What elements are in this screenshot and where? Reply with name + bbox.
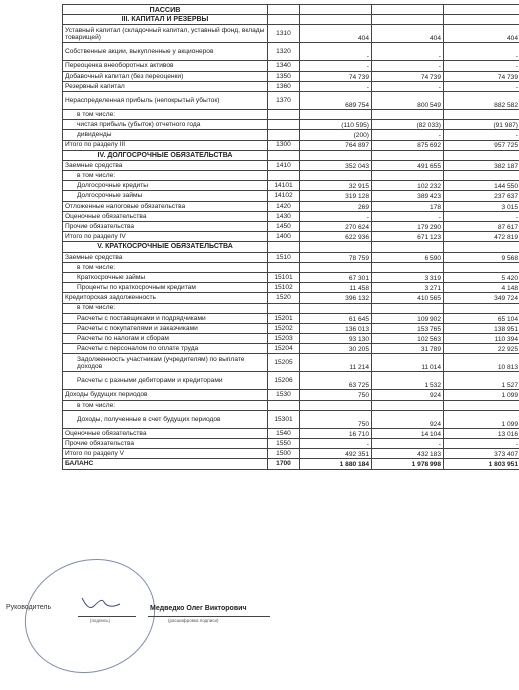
- table-row: [63, 120, 519, 130]
- value-col-2: 178: [372, 201, 444, 211]
- value-col-2: 1 532: [372, 372, 444, 390]
- row-code: 15205: [268, 354, 300, 372]
- row-label: Краткосрочные займы: [63, 272, 268, 282]
- value-col-1: 396 132: [300, 293, 372, 303]
- value-col-2: 1 978 998: [372, 459, 444, 469]
- value-col-3: 237 637: [444, 191, 519, 201]
- value-col-3: 349 724: [444, 293, 519, 303]
- value-col-1: 492 351: [300, 449, 372, 459]
- value-col-2: 6 590: [372, 252, 444, 262]
- value-col-3: 10 813: [444, 354, 519, 372]
- value-col-1: 32 915: [300, 181, 372, 191]
- table-row: [63, 459, 519, 469]
- row-label: Доходы, полученные в счет будущих периодов: [63, 410, 268, 428]
- value-col-3: -: [444, 211, 519, 221]
- value-col-2: 3 319: [372, 272, 444, 282]
- value-col-2: -: [372, 130, 444, 140]
- row-label: Прочие обязательства: [63, 439, 268, 449]
- value-col-3: 1 803 951: [444, 459, 519, 469]
- value-col-3: 1 099: [444, 410, 519, 428]
- value-col-2: [372, 171, 444, 181]
- row-label: Проценты по краткосрочным кредитам: [63, 283, 268, 293]
- name-hint: (расшифровка подписи): [168, 618, 218, 623]
- value-col-2: 109 902: [372, 313, 444, 323]
- value-col-1: -: [300, 61, 372, 71]
- table-row: [63, 410, 519, 428]
- row-code: [268, 262, 300, 272]
- value-col-1: 61 645: [300, 313, 372, 323]
- value-col-3: 472 819: [444, 232, 519, 242]
- row-code: 1370: [268, 91, 300, 109]
- value-col-3: [444, 150, 519, 160]
- value-col-1: 269: [300, 201, 372, 211]
- table-row: [63, 201, 519, 211]
- row-code: 1340: [268, 61, 300, 71]
- value-col-2: 875 692: [372, 140, 444, 150]
- row-code: 1300: [268, 140, 300, 150]
- value-col-2: [372, 109, 444, 119]
- value-col-1: 78 759: [300, 252, 372, 262]
- table-row: [63, 390, 519, 400]
- row-code: 15206: [268, 372, 300, 390]
- row-label: Заемные средства: [63, 160, 268, 170]
- value-col-2: 800 549: [372, 91, 444, 109]
- row-code: 15301: [268, 410, 300, 428]
- row-label: Добавочный капитал (без переоценки): [63, 71, 268, 81]
- value-col-2: -: [372, 81, 444, 91]
- value-col-2: [372, 15, 444, 25]
- value-col-1: 11 458: [300, 283, 372, 293]
- row-label: Оценочные обязательства: [63, 211, 268, 221]
- value-col-1: -: [300, 211, 372, 221]
- table-row: [63, 303, 519, 313]
- table-row: [63, 211, 519, 221]
- table-row: [63, 428, 519, 438]
- value-col-1: 93 130: [300, 334, 372, 344]
- row-label: Итого по разделу IV: [63, 232, 268, 242]
- row-label: IV. ДОЛГОСРОЧНЫЕ ОБЯЗАТЕЛЬСТВА: [63, 150, 268, 160]
- table-row: [63, 262, 519, 272]
- value-col-3: 110 394: [444, 334, 519, 344]
- row-code: [268, 171, 300, 181]
- row-code: 14102: [268, 191, 300, 201]
- signature-line: [78, 616, 136, 617]
- table-row: [63, 232, 519, 242]
- table-row: [63, 334, 519, 344]
- row-code: 1320: [268, 43, 300, 61]
- value-col-1: 764 897: [300, 140, 372, 150]
- table-row: [63, 222, 519, 232]
- row-label: III. КАПИТАЛ И РЕЗЕРВЫ: [63, 15, 268, 25]
- value-col-2: 11 014: [372, 354, 444, 372]
- row-code: [268, 400, 300, 410]
- row-code: 15201: [268, 313, 300, 323]
- row-label: Оценочные обязательства: [63, 428, 268, 438]
- value-col-2: 404: [372, 25, 444, 43]
- value-col-2: 924: [372, 390, 444, 400]
- signature-hint: (подпись): [90, 618, 110, 623]
- value-col-2: -: [372, 211, 444, 221]
- value-col-2: 491 655: [372, 160, 444, 170]
- value-col-3: -: [444, 130, 519, 140]
- value-col-2: 102 563: [372, 334, 444, 344]
- signer-role: Руководитель: [6, 604, 51, 611]
- value-col-3: (91 987): [444, 120, 519, 130]
- row-label: в том числе:: [63, 400, 268, 410]
- row-code: [268, 109, 300, 119]
- value-col-1: -: [300, 439, 372, 449]
- value-col-1: (200): [300, 130, 372, 140]
- value-col-3: -: [444, 43, 519, 61]
- value-col-3: 74 739: [444, 71, 519, 81]
- row-code: 1530: [268, 390, 300, 400]
- row-label: в том числе:: [63, 171, 268, 181]
- value-col-1: [300, 150, 372, 160]
- row-label: Долгосрочные кредиты: [63, 181, 268, 191]
- row-label: Резервный капитал: [63, 81, 268, 91]
- row-label: Итого по разделу III: [63, 140, 268, 150]
- table-row: [63, 323, 519, 333]
- value-col-2: 389 423: [372, 191, 444, 201]
- value-col-1: 11 214: [300, 354, 372, 372]
- row-label: Расчеты с поставщиками и подрядчиками: [63, 313, 268, 323]
- value-col-1: 689 754: [300, 91, 372, 109]
- value-col-2: (82 033): [372, 120, 444, 130]
- value-col-3: -: [444, 61, 519, 71]
- value-col-2: -: [372, 439, 444, 449]
- row-label: дивиденды: [63, 130, 268, 140]
- value-col-3: [444, 15, 519, 25]
- value-col-1: 352 043: [300, 160, 372, 170]
- value-col-2: [372, 400, 444, 410]
- value-col-3: 9 568: [444, 252, 519, 262]
- value-col-1: 30 205: [300, 344, 372, 354]
- table-row: [63, 344, 519, 354]
- row-code: [268, 242, 300, 252]
- row-code: 15204: [268, 344, 300, 354]
- table-row: [63, 91, 519, 109]
- row-label: в том числе:: [63, 303, 268, 313]
- table-row: [63, 109, 519, 119]
- table-row: [63, 449, 519, 459]
- row-code: 1410: [268, 160, 300, 170]
- value-col-1: [300, 262, 372, 272]
- row-code: [268, 120, 300, 130]
- table-row: [63, 191, 519, 201]
- empty-cell: [444, 5, 519, 15]
- value-col-3: 87 617: [444, 222, 519, 232]
- row-code: 1430: [268, 211, 300, 221]
- row-label: Кредиторская задолженность: [63, 293, 268, 303]
- value-col-2: 432 183: [372, 449, 444, 459]
- value-col-1: 74 739: [300, 71, 372, 81]
- table-row: [63, 61, 519, 71]
- value-col-3: [444, 262, 519, 272]
- row-label: Прочие обязательства: [63, 222, 268, 232]
- table-row: [63, 171, 519, 181]
- row-label: в том числе:: [63, 262, 268, 272]
- signature-block: [0, 560, 519, 658]
- row-label: Отложенные налоговые обязательства: [63, 201, 268, 211]
- row-label: чистая прибыль (убыток) отчетного года: [63, 120, 268, 130]
- value-col-1: [300, 303, 372, 313]
- table-row: [63, 181, 519, 191]
- value-col-1: 622 936: [300, 232, 372, 242]
- row-label: Доходы будущих периодов: [63, 390, 268, 400]
- value-col-2: -: [372, 61, 444, 71]
- value-col-3: -: [444, 439, 519, 449]
- empty-cell: [300, 5, 372, 15]
- row-label: Нераспределенная прибыль (непокрытый убыток): [63, 91, 268, 109]
- row-code: [268, 15, 300, 25]
- value-col-2: [372, 303, 444, 313]
- table-row: [63, 160, 519, 170]
- value-col-3: 957 725: [444, 140, 519, 150]
- row-code: 1540: [268, 428, 300, 438]
- table-row: [63, 71, 519, 81]
- section-title: ПАССИВ: [63, 5, 268, 15]
- row-code: 1520: [268, 293, 300, 303]
- value-col-3: -: [444, 81, 519, 91]
- row-code: [268, 130, 300, 140]
- value-col-1: 67 301: [300, 272, 372, 282]
- row-label: Расчеты с разными дебиторами и кредиторами: [63, 372, 268, 390]
- section-title-row: [63, 5, 519, 15]
- row-code: 1550: [268, 439, 300, 449]
- value-col-1: [300, 400, 372, 410]
- row-code: 1700: [268, 459, 300, 469]
- row-code: 15102: [268, 283, 300, 293]
- value-col-2: 153 765: [372, 323, 444, 333]
- table-row: [63, 272, 519, 282]
- value-col-2: [372, 242, 444, 252]
- value-col-3: 65 104: [444, 313, 519, 323]
- table-row: [63, 372, 519, 390]
- value-col-3: [444, 171, 519, 181]
- value-col-2: 14 104: [372, 428, 444, 438]
- value-col-1: (110 595): [300, 120, 372, 130]
- value-col-3: 4 148: [444, 283, 519, 293]
- row-label: Собственные акции, выкупленные у акционеров: [63, 43, 268, 61]
- table-row: [63, 439, 519, 449]
- table-row: [63, 15, 519, 25]
- table-row: [63, 25, 519, 43]
- balance-sheet-body: [63, 5, 519, 470]
- value-col-2: 3 271: [372, 283, 444, 293]
- value-col-1: 136 013: [300, 323, 372, 333]
- value-col-2: [372, 262, 444, 272]
- table-row: [63, 130, 519, 140]
- row-code: [268, 150, 300, 160]
- value-col-1: -: [300, 43, 372, 61]
- value-col-3: 3 015: [444, 201, 519, 211]
- table-row: [63, 43, 519, 61]
- value-col-1: 270 624: [300, 222, 372, 232]
- value-col-3: 1 099: [444, 390, 519, 400]
- signer-name: Медведко Олег Викторович: [150, 605, 247, 612]
- value-col-3: 882 582: [444, 91, 519, 109]
- row-code: 14101: [268, 181, 300, 191]
- table-row: [63, 400, 519, 410]
- table-row: [63, 150, 519, 160]
- table-row: [63, 293, 519, 303]
- row-label: Расчеты по налогам и сборам: [63, 334, 268, 344]
- row-label: БАЛАНС: [63, 459, 268, 469]
- row-label: Заемные средства: [63, 252, 268, 262]
- row-code: 1350: [268, 71, 300, 81]
- value-col-3: 404: [444, 25, 519, 43]
- row-label: Переоценка внеоборотных активов: [63, 61, 268, 71]
- row-label: Задолженность участникам (учредителям) по выплате доходов: [63, 354, 268, 372]
- value-col-1: 63 725: [300, 372, 372, 390]
- value-col-1: -: [300, 81, 372, 91]
- row-label: Уставный капитал (складочный капитал, уставный фонд, вклады товарищей): [63, 25, 268, 43]
- value-col-1: [300, 242, 372, 252]
- table-row: [63, 313, 519, 323]
- table-row: [63, 283, 519, 293]
- value-col-2: 410 565: [372, 293, 444, 303]
- row-label: Итого по разделу V: [63, 449, 268, 459]
- value-col-3: 138 951: [444, 323, 519, 333]
- table-row: [63, 81, 519, 91]
- value-col-3: 144 550: [444, 181, 519, 191]
- row-code: 15101: [268, 272, 300, 282]
- value-col-3: 5 420: [444, 272, 519, 282]
- table-row: [63, 140, 519, 150]
- value-col-2: 179 290: [372, 222, 444, 232]
- value-col-2: 924: [372, 410, 444, 428]
- value-col-3: 382 187: [444, 160, 519, 170]
- value-col-1: 16 710: [300, 428, 372, 438]
- value-col-3: 22 925: [444, 344, 519, 354]
- row-code: 1510: [268, 252, 300, 262]
- row-label: Долгосрочные займы: [63, 191, 268, 201]
- row-code: 1500: [268, 449, 300, 459]
- value-col-3: [444, 400, 519, 410]
- value-col-2: 74 739: [372, 71, 444, 81]
- value-col-1: 319 128: [300, 191, 372, 201]
- handwritten-signature: [76, 594, 136, 614]
- value-col-1: 750: [300, 390, 372, 400]
- value-col-3: 373 407: [444, 449, 519, 459]
- balance-sheet-table: [62, 4, 519, 470]
- row-code: 15202: [268, 323, 300, 333]
- table-row: [63, 252, 519, 262]
- row-label: в том числе:: [63, 109, 268, 119]
- row-code: [268, 303, 300, 313]
- row-code: 1450: [268, 222, 300, 232]
- value-col-2: 31 789: [372, 344, 444, 354]
- value-col-1: [300, 171, 372, 181]
- value-col-3: [444, 303, 519, 313]
- row-code: 1400: [268, 232, 300, 242]
- table-row: [63, 242, 519, 252]
- row-code: 1420: [268, 201, 300, 211]
- value-col-1: [300, 109, 372, 119]
- value-col-1: [300, 15, 372, 25]
- value-col-3: [444, 242, 519, 252]
- value-col-2: -: [372, 43, 444, 61]
- value-col-3: 1 527: [444, 372, 519, 390]
- value-col-1: 1 880 184: [300, 459, 372, 469]
- name-line: [148, 616, 270, 617]
- value-col-2: 671 123: [372, 232, 444, 242]
- table-row: [63, 354, 519, 372]
- row-label: V. КРАТКОСРОЧНЫЕ ОБЯЗАТЕЛЬСТВА: [63, 242, 268, 252]
- row-code: 15203: [268, 334, 300, 344]
- row-label: Расчеты с персоналом по оплате труда: [63, 344, 268, 354]
- value-col-3: 13 016: [444, 428, 519, 438]
- row-code: 1360: [268, 81, 300, 91]
- row-label: Расчеты с покупателями и заказчиками: [63, 323, 268, 333]
- value-col-3: [444, 109, 519, 119]
- value-col-2: [372, 150, 444, 160]
- empty-cell: [268, 5, 300, 15]
- row-code: 1310: [268, 25, 300, 43]
- value-col-1: 750: [300, 410, 372, 428]
- empty-cell: [372, 5, 444, 15]
- value-col-1: 404: [300, 25, 372, 43]
- value-col-2: 102 232: [372, 181, 444, 191]
